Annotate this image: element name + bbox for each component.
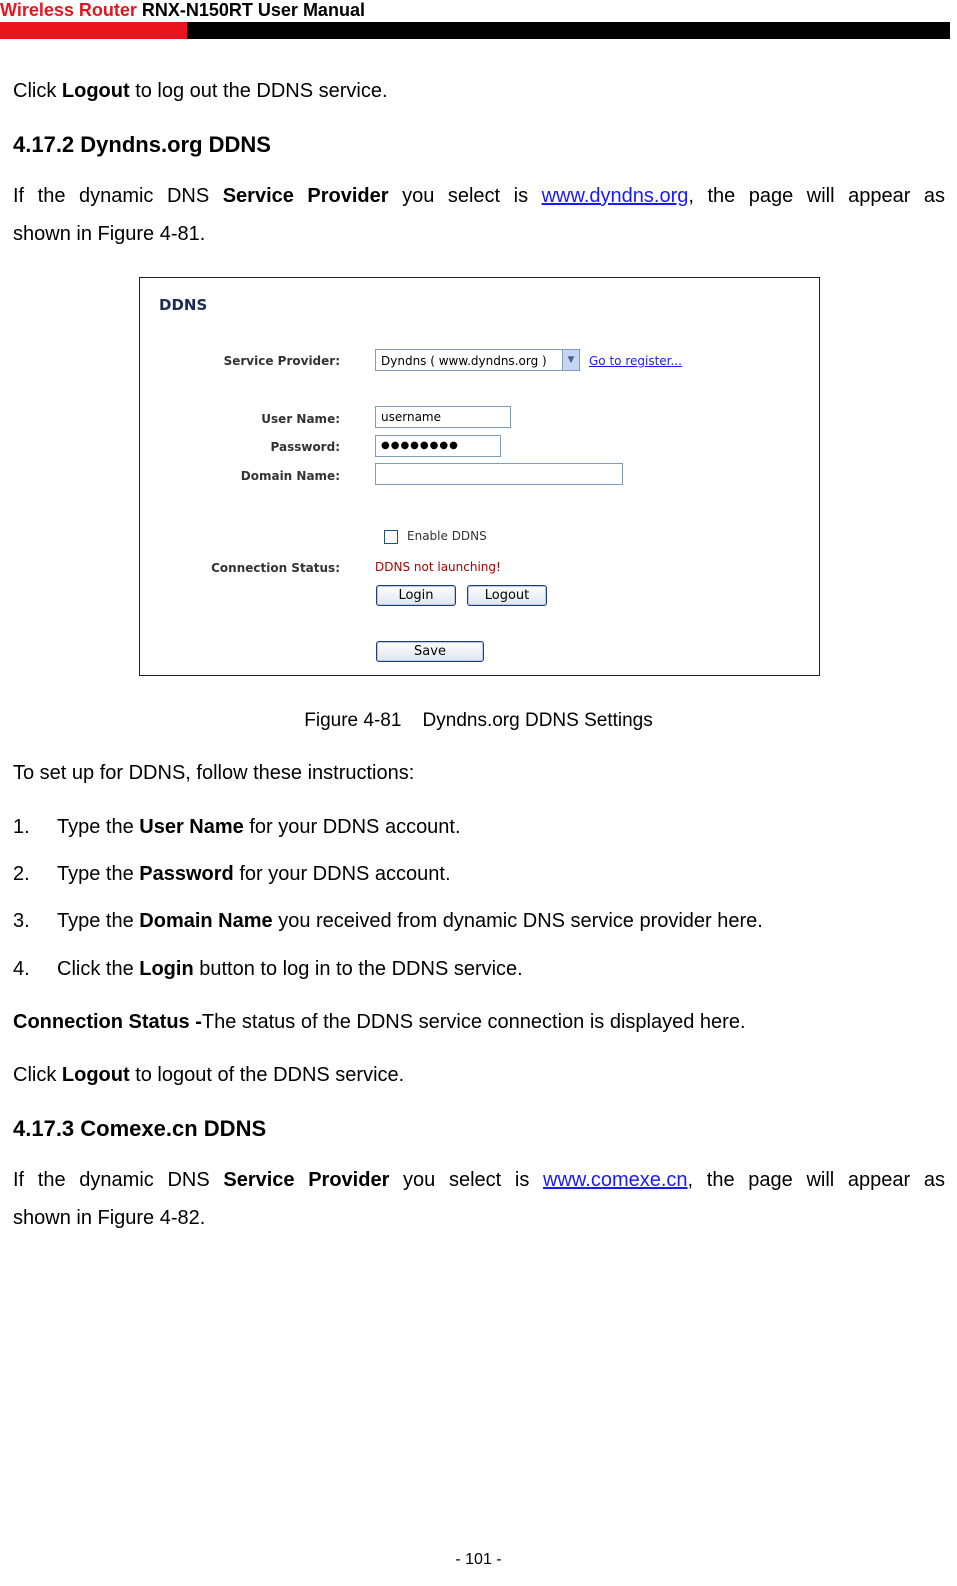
step-item [13,816,461,838]
domain-name-input[interactable] [375,463,623,485]
text: you received from dynamic DNS service provider here. [272,910,763,932]
text: Type the [57,816,140,838]
text: to log out the DDNS service. [129,80,388,102]
bold-text: Login [139,958,194,980]
figure-caption: Figure 4-81 Dyndns.org DDNS Settings [304,710,653,731]
section-number: 4.17.2 [13,132,75,157]
register-link[interactable]: Go to register... [589,354,682,368]
text: If the dynamic DNS [13,185,223,207]
step-number: 1. [13,816,30,838]
bold-text: Logout [61,80,130,102]
text: to logout of the DDNS service. [129,1064,405,1086]
text: Type the [57,863,140,885]
service-provider-value: Dyndns ( www.dyndns.org ) [381,354,547,368]
section-number: 4.17.3 [13,1116,75,1141]
connection-status-label: Connection Status: [211,561,340,575]
text: for your DDNS account. [233,863,451,885]
instructions-intro: To set up for DDNS, follow these instructions: [13,762,415,784]
bold-text: Domain Name [139,910,273,932]
text: for your DDNS account. [243,816,461,838]
dyndns-intro-line1 [13,185,945,207]
user-name-input[interactable]: username [375,406,511,428]
text: , the page will appear as [688,185,946,207]
figure-title: DDNS [159,296,208,314]
user-name-label: User Name: [261,412,340,426]
section-title: Dyndns.org DDNS [80,132,271,157]
save-button[interactable]: Save [376,641,484,662]
header-bar-accent [0,22,187,39]
text: Type the [57,910,140,932]
domain-name-label: Domain Name: [240,469,340,483]
section-heading-comexe [13,1117,266,1141]
step-item [13,958,523,980]
text: you select is [389,1169,544,1191]
enable-ddns-checkbox[interactable] [384,530,398,544]
step-number: 3. [13,910,30,932]
text: button to log in to the DDNS service. [193,958,523,980]
chevron-down-icon[interactable]: ▼ [562,350,579,370]
manual-header [0,0,365,20]
dyndns-intro-line2: shown in Figure 4-81. [13,223,206,245]
page-number: - 101 - [455,1551,502,1568]
logout-paragraph-2 [13,1064,404,1086]
section-title: Comexe.cn DDNS [80,1116,267,1141]
login-button[interactable]: Login [376,585,456,606]
connection-status-value: DDNS not launching! [375,560,501,574]
connection-status-paragraph [13,1011,746,1033]
text: Click [13,80,62,102]
password-label: Password: [270,440,340,454]
bold-text: Password [139,863,234,885]
bold-text: Service Provider [222,185,389,207]
step-number: 2. [13,863,30,885]
bold-text: Logout [61,1064,130,1086]
service-provider-select[interactable] [375,349,580,371]
comexe-intro-line1 [13,1169,945,1191]
bold-text: User Name [139,816,244,838]
text: , the page will appear as [687,1169,945,1191]
service-provider-label: Service Provider: [223,354,340,368]
password-input[interactable]: ●●●●●●●● [375,435,501,457]
section-heading-dyndns [13,133,271,157]
text: Click the [57,958,140,980]
enable-ddns-label: Enable DDNS [407,529,487,543]
bold-text: Connection Status - [13,1011,202,1033]
logout-paragraph [13,80,388,102]
text: If the dynamic DNS [13,1169,224,1191]
header-title: RNX-N150RT User Manual [136,0,365,20]
text: The status of the DDNS service connection is displayed here. [201,1011,746,1033]
comexe-intro-line2: shown in Figure 4-82. [13,1207,206,1229]
header-brand: Wireless Router [0,0,137,20]
comexe-link[interactable]: www.comexe.cn [543,1169,688,1191]
step-item [13,910,763,932]
step-number: 4. [13,958,30,980]
dyndns-link[interactable]: www.dyndns.org [541,185,689,207]
header-bar [0,22,950,39]
text: Click [13,1064,62,1086]
step-item [13,863,451,885]
text: you select is [388,185,542,207]
logout-button[interactable]: Logout [467,585,547,606]
bold-text: Service Provider [223,1169,390,1191]
ddns-settings-figure [139,277,820,676]
